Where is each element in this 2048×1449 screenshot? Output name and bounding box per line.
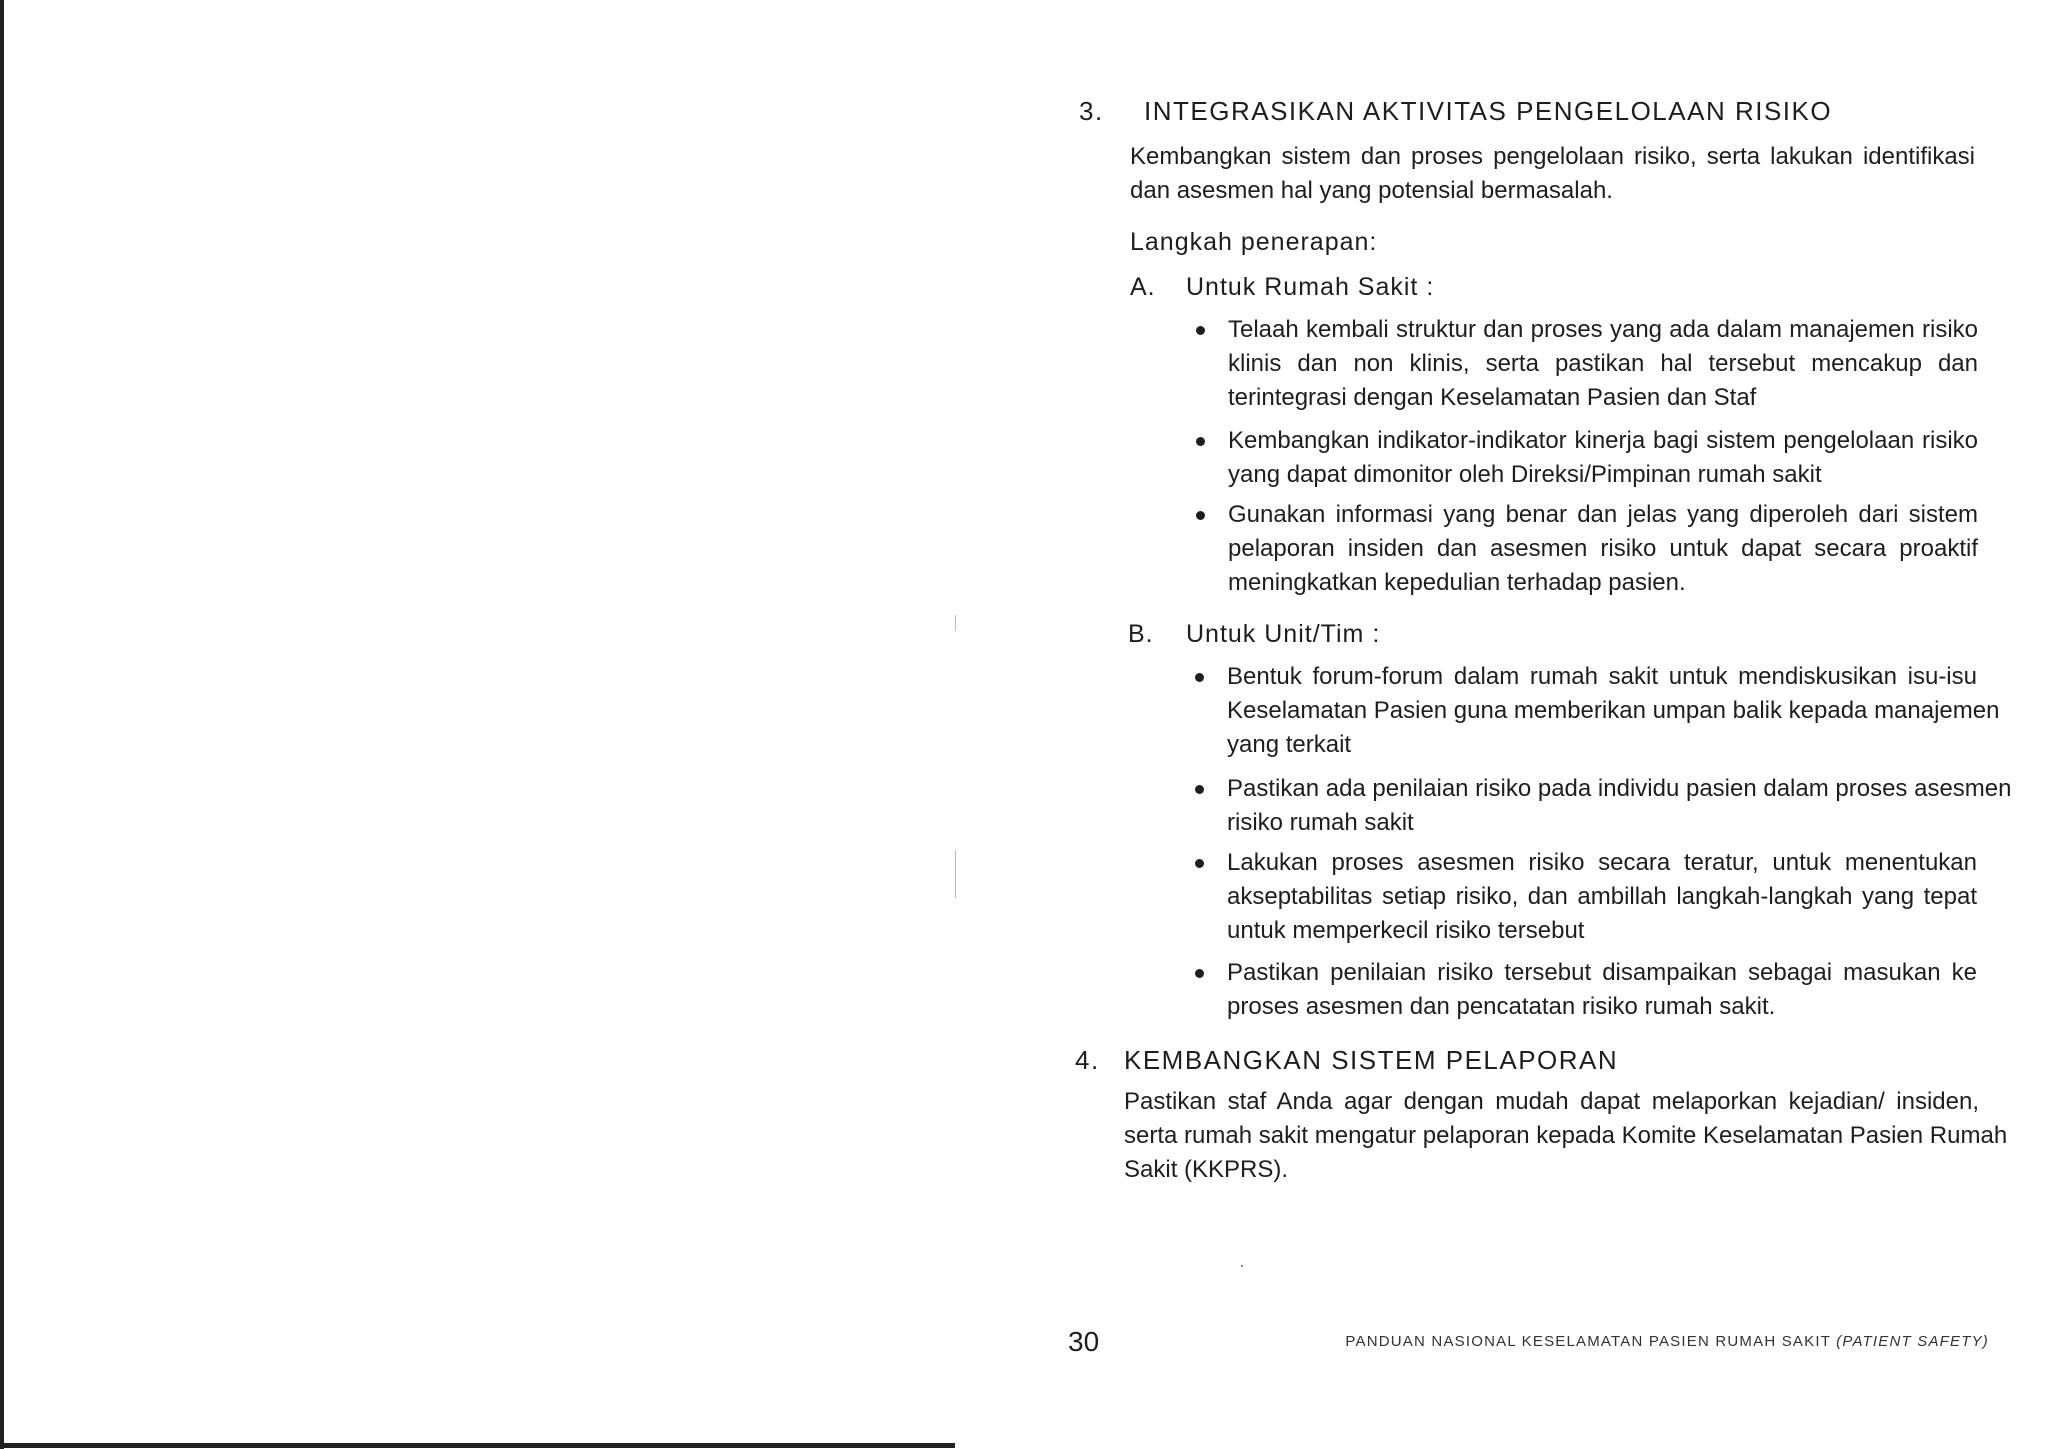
section-title: KEMBANGKAN SISTEM PELAPORAN — [1124, 1045, 1619, 1075]
bullet-item — [1228, 313, 1978, 415]
text-line: Bentuk forum-forum dalam rumah sakit untuk mendiskusikan isu-isu — [1227, 663, 1977, 690]
text-line: proses asesmen dan pencatatan risiko rumah sakit. — [1227, 993, 1776, 1020]
text-line: Telaah kembali struktur dan proses yang ada dalam manajemen risiko — [1228, 316, 1978, 343]
section-number: 4. — [1075, 1045, 1100, 1075]
bullet-icon — [1196, 437, 1205, 446]
text-line: Kembangkan indikator-indikator kinerja bagi sistem pengelolaan risiko — [1228, 427, 1978, 454]
text-line: Pastikan ada penilaian risiko pada individu pasien dalam proses asesmen — [1227, 775, 2012, 802]
bullet-item — [1227, 846, 1977, 948]
text-line: Sakit (KKPRS). — [1124, 1156, 1289, 1183]
text-line: akseptabilitas setiap risiko, dan ambillah langkah-langkah yang tepat — [1227, 883, 1977, 910]
bullet-icon — [1195, 673, 1204, 682]
bullet-icon — [1196, 326, 1205, 335]
text-line: klinis dan non klinis, serta pastikan hal tersebut mencakup dan — [1228, 350, 1978, 377]
section-number: 3. — [1079, 96, 1104, 126]
section-4-body — [1124, 1085, 2008, 1187]
bullet-item — [1227, 660, 2000, 762]
scan-left-border — [0, 0, 4, 1449]
text-line: Kembangkan sistem dan proses pengelolaan risiko, serta lakukan identifikasi — [1130, 143, 1975, 170]
section-title: INTEGRASIKAN AKTIVITAS PENGELOLAAN RISIKO — [1144, 96, 1833, 126]
section-3-intro — [1130, 140, 1975, 208]
text-line: terintegrasi dengan Keselamatan Pasien dan Staf — [1228, 384, 1757, 411]
bullet-item — [1228, 498, 1978, 600]
text-line: Pastikan penilaian risiko tersebut disampaikan sebagai masukan ke — [1227, 959, 1977, 986]
section-3-heading — [1079, 96, 1999, 130]
subsection-letter: A. — [1130, 273, 1156, 301]
section-4-heading — [1075, 1045, 1995, 1079]
subsection-letter: B. — [1128, 620, 1154, 648]
text-line: dan asesmen hal yang potensial bermasalah. — [1130, 177, 1613, 204]
running-title-italic: (PATIENT SAFETY) — [1836, 1333, 1989, 1350]
bullet-item — [1227, 956, 1977, 1024]
subsection-title: Untuk Unit/Tim : — [1186, 620, 1381, 648]
text-line: pelaporan insiden dan asesmen risiko untuk dapat secara proaktif — [1228, 535, 1978, 562]
scan-speck — [1241, 1265, 1243, 1267]
text-line: serta rumah sakit mengatur pelaporan kepada Komite Keselamatan Pasien Rumah — [1124, 1122, 2008, 1149]
text-line: yang terkait — [1227, 731, 1352, 758]
subsection-title: Untuk Rumah Sakit : — [1186, 273, 1435, 301]
running-title: PANDUAN NASIONAL KESELAMATAN PASIEN RUMAH SAKIT — [1345, 1333, 1831, 1350]
bullet-item — [1228, 424, 1978, 492]
subsection-b-heading — [1128, 620, 1628, 654]
bullet-icon — [1195, 969, 1204, 978]
text-line: Gunakan informasi yang benar dan jelas yang diperoleh dari sistem — [1228, 501, 1978, 528]
page-number: 30 — [1068, 1326, 1100, 1357]
text-line: Pastikan staf Anda agar dengan mudah dapat melaporkan kejadian/ insiden, — [1124, 1088, 1979, 1115]
bullet-icon — [1196, 511, 1205, 520]
fold-mark — [955, 850, 956, 898]
fold-mark — [955, 615, 956, 631]
bullet-item — [1227, 772, 2012, 840]
scan-bottom-border — [0, 1443, 955, 1448]
bullet-icon — [1195, 785, 1204, 794]
running-footer — [1306, 1333, 1989, 1350]
text-line: yang dapat dimonitor oleh Direksi/Pimpinan rumah sakit — [1228, 461, 1822, 488]
subsection-a-heading — [1130, 273, 1630, 307]
text-line: Lakukan proses asesmen risiko secara teratur, untuk menentukan — [1227, 849, 1977, 876]
text-line: risiko rumah sakit — [1227, 809, 1414, 836]
bullet-icon — [1195, 859, 1204, 868]
text-line: untuk memperkecil risiko tersebut — [1227, 917, 1585, 944]
text-line: Keselamatan Pasien guna memberikan umpan balik kepada manajemen — [1227, 697, 2000, 724]
text-line: meningkatkan kepedulian terhadap pasien. — [1228, 569, 1686, 596]
steps-label — [1130, 228, 1377, 257]
steps-label-text: Langkah penerapan: — [1130, 228, 1378, 256]
